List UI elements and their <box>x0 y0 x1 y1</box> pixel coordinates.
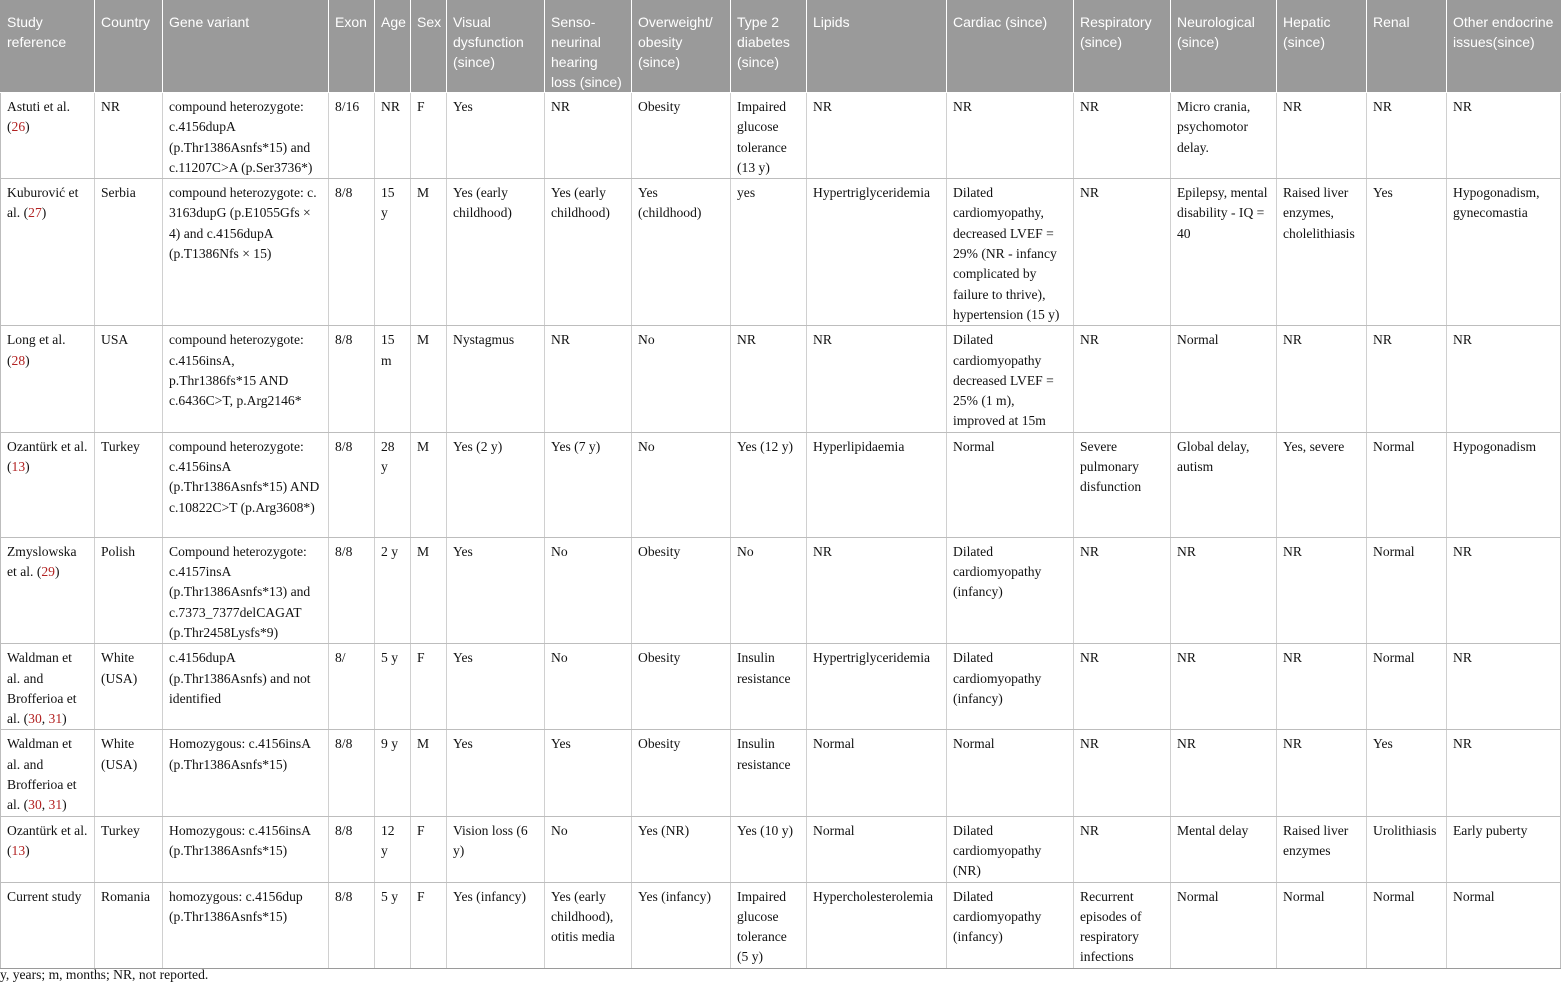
cardiac-cell: Dilated cardiomyopathy (infancy) <box>947 537 1074 643</box>
obesity-cell: No <box>632 326 731 432</box>
column-header: Exon <box>329 0 375 93</box>
neurological-cell: Global delay, autism <box>1171 432 1277 537</box>
lipids-cell: Hypertriglyceridemia <box>807 644 947 730</box>
reference-text: ) <box>25 119 30 135</box>
reference-text: ) <box>25 459 30 475</box>
reference-text: ) <box>54 564 60 580</box>
citation-link[interactable]: 27 <box>28 205 42 221</box>
column-header: Age <box>375 0 411 93</box>
gene-variant-cell: c.4156dupA (p.Thr1386Asnfs) and not identified <box>163 644 329 730</box>
reference-text: Current study <box>7 888 82 904</box>
diabetes-cell: yes <box>731 179 807 326</box>
study-reference-cell <box>1 816 95 882</box>
obesity-cell: Obesity <box>632 93 731 179</box>
sex-cell: F <box>411 882 447 968</box>
hepatic-cell: NR <box>1277 93 1367 179</box>
table-row <box>1 882 1561 968</box>
respiratory-cell: NR <box>1074 93 1171 179</box>
country-cell: White (USA) <box>95 644 163 730</box>
table-row <box>1 816 1561 882</box>
lipids-cell: NR <box>807 537 947 643</box>
visual-cell: Yes (infancy) <box>447 882 545 968</box>
age-cell: NR <box>375 93 411 179</box>
lipids-cell: Normal <box>807 730 947 816</box>
citation-link[interactable]: 13 <box>11 842 26 858</box>
country-cell: NR <box>95 93 163 179</box>
respiratory-cell: NR <box>1074 730 1171 816</box>
citation-link[interactable]: 30 <box>28 711 42 727</box>
cardiac-cell: Dilated cardiomyopathy (infancy) <box>947 644 1074 730</box>
neurological-cell: Micro crania, psychomotor delay. <box>1171 93 1277 179</box>
sex-cell: F <box>411 644 447 730</box>
cardiac-cell: Dilated cardiomyopathy decreased LVEF = 25% (1 m), improved at 15m <box>947 326 1074 432</box>
table-body <box>1 93 1561 969</box>
citation-link[interactable]: 31 <box>48 797 63 813</box>
column-header: Senso-neurinal hearing loss (since) <box>545 0 632 93</box>
neurological-cell: NR <box>1171 730 1277 816</box>
age-cell: 5 y <box>375 644 411 730</box>
study-reference-cell <box>1 730 95 816</box>
hearing-cell: NR <box>545 93 632 179</box>
column-header: Type 2 diabetes (since) <box>731 0 807 93</box>
country-cell: Polish <box>95 537 163 643</box>
country-cell: White (USA) <box>95 730 163 816</box>
exon-cell: 8/8 <box>329 432 375 537</box>
age-cell: 2 y <box>375 537 411 643</box>
reference-text: Ozantürk et al. ( <box>7 822 88 858</box>
endocrine-cell: NR <box>1447 730 1561 816</box>
reference-text: Long et al. ( <box>7 332 66 368</box>
exon-cell: 8/8 <box>329 326 375 432</box>
visual-cell: Vision loss (6 y) <box>447 816 545 882</box>
visual-cell: Yes (2 y) <box>447 432 545 537</box>
column-header: Other endocrine issues(since) <box>1447 0 1561 93</box>
respiratory-cell: Recurrent episodes of respiratory infections <box>1074 882 1171 968</box>
endocrine-cell: NR <box>1447 537 1561 643</box>
renal-cell: Normal <box>1367 432 1447 537</box>
endocrine-cell: NR <box>1447 326 1561 432</box>
renal-cell: Yes <box>1367 179 1447 326</box>
hepatic-cell: Raised liver enzymes, cholelithiasis <box>1277 179 1367 326</box>
study-reference-cell <box>1 326 95 432</box>
age-cell: 28 y <box>375 432 411 537</box>
cardiac-cell: NR <box>947 93 1074 179</box>
respiratory-cell: NR <box>1074 537 1171 643</box>
country-cell: USA <box>95 326 163 432</box>
country-cell: Turkey <box>95 816 163 882</box>
hepatic-cell: NR <box>1277 644 1367 730</box>
study-reference-cell <box>1 644 95 730</box>
obesity-cell: Obesity <box>632 730 731 816</box>
lipids-cell: Hypertriglyceridemia <box>807 179 947 326</box>
column-header: Country <box>95 0 163 93</box>
column-header: Gene variant <box>163 0 329 93</box>
column-header: Lipids <box>807 0 947 93</box>
neurological-cell: Epilepsy, mental disability - IQ = 40 <box>1171 179 1277 326</box>
diabetes-cell: Impaired glucose tolerance (5 y) <box>731 882 807 968</box>
column-header: Visual dysfunction (since) <box>447 0 545 93</box>
obesity-cell: Yes (childhood) <box>632 179 731 326</box>
citation-link[interactable]: 28 <box>11 352 26 368</box>
reference-text: Waldman et al. and Brofferioa et al. ( <box>7 736 77 813</box>
renal-cell: Yes <box>1367 730 1447 816</box>
table-row <box>1 179 1561 326</box>
age-cell: 15 y <box>375 179 411 326</box>
study-reference-cell <box>1 179 95 326</box>
reference-text: Zmyslowska et al. ( <box>7 543 77 580</box>
endocrine-cell: NR <box>1447 93 1561 179</box>
hepatic-cell: NR <box>1277 730 1367 816</box>
column-header: Cardiac (since) <box>947 0 1074 93</box>
citation-link[interactable]: 31 <box>48 711 63 727</box>
exon-cell: 8/8 <box>329 816 375 882</box>
diabetes-cell: Impaired glucose tolerance (13 y) <box>731 93 807 179</box>
citation-separator: , <box>41 797 49 813</box>
column-header: Neurological (since) <box>1171 0 1277 93</box>
country-cell: Turkey <box>95 432 163 537</box>
hepatic-cell: NR <box>1277 326 1367 432</box>
gene-variant-cell: compound heterozygote: c.4156insA (p.Thr1386Asnfs*15) AND c.10822C>T (p.Arg3608*) <box>163 432 329 537</box>
diabetes-cell: Insulin resistance <box>731 730 807 816</box>
lipids-cell: Hypercholesterolemia <box>807 882 947 968</box>
hearing-cell: Yes (early childhood) <box>545 179 632 326</box>
gene-variant-cell: Compound heterozygote: c.4157insA (p.Thr1386Asnfs*13) and c.7373_7377delCAGAT (p.Thr2458Lysfs*9) <box>163 537 329 643</box>
study-reference-cell <box>1 882 95 968</box>
cardiac-cell: Dilated cardiomyopathy (infancy) <box>947 882 1074 968</box>
column-header: Sex <box>411 0 447 93</box>
obesity-cell: No <box>632 432 731 537</box>
lipids-cell: Hyperlipidaemia <box>807 432 947 537</box>
gene-variant-cell: Homozygous: c.4156insA (p.Thr1386Asnfs*15) <box>163 730 329 816</box>
respiratory-cell: Severe pulmonary disfunction <box>1074 432 1171 537</box>
hepatic-cell: Normal <box>1277 882 1367 968</box>
sex-cell: F <box>411 816 447 882</box>
sex-cell: F <box>411 93 447 179</box>
hearing-cell: Yes (7 y) <box>545 432 632 537</box>
table-row <box>1 537 1561 643</box>
renal-cell: NR <box>1367 326 1447 432</box>
exon-cell: 8/16 <box>329 93 375 179</box>
hepatic-cell: Yes, severe <box>1277 432 1367 537</box>
age-cell: 9 y <box>375 730 411 816</box>
neurological-cell: Normal <box>1171 882 1277 968</box>
header-row <box>1 0 1561 93</box>
sex-cell: M <box>411 326 447 432</box>
table-row <box>1 644 1561 730</box>
gene-variant-cell: compound heterozygote: c.4156insA, p.Thr1386fs*15 AND c.6436C>T, p.Arg2146* <box>163 326 329 432</box>
hearing-cell: Yes <box>545 730 632 816</box>
study-reference-cell <box>1 432 95 537</box>
neurological-cell: NR <box>1171 644 1277 730</box>
exon-cell: 8/8 <box>329 179 375 326</box>
exon-cell: 8/8 <box>329 882 375 968</box>
obesity-cell: Obesity <box>632 537 731 643</box>
visual-cell: Nystagmus <box>447 326 545 432</box>
sex-cell: M <box>411 537 447 643</box>
diabetes-cell: Yes (10 y) <box>731 816 807 882</box>
lipids-cell: NR <box>807 326 947 432</box>
age-cell: 5 y <box>375 882 411 968</box>
citation-separator: , <box>41 711 49 727</box>
citation-link[interactable]: 26 <box>11 119 26 135</box>
neurological-cell: NR <box>1171 537 1277 643</box>
reference-text: ) <box>25 842 30 858</box>
hepatic-cell: Raised liver enzymes <box>1277 816 1367 882</box>
visual-cell: Yes <box>447 537 545 643</box>
cardiac-cell: Dilated cardiomyopathy (NR) <box>947 816 1074 882</box>
hearing-cell: NR <box>545 326 632 432</box>
table-row <box>1 93 1561 179</box>
obesity-cell: Yes (NR) <box>632 816 731 882</box>
gene-variant-cell: compound heterozygote: c.4156dupA (p.Thr1386Asnfs*15) and c.11207C>A (p.Ser3736*) <box>163 93 329 179</box>
reference-text: ) <box>62 797 67 813</box>
column-header: Respiratory (since) <box>1074 0 1171 93</box>
sex-cell: M <box>411 432 447 537</box>
neurological-cell: Normal <box>1171 326 1277 432</box>
hearing-cell: No <box>545 537 632 643</box>
reference-text: Astuti et al. ( <box>7 99 71 135</box>
age-cell: 15m <box>375 326 411 432</box>
sex-cell: M <box>411 179 447 326</box>
reference-text: Ozantürk et al. ( <box>7 438 88 475</box>
reference-text: Waldman et al. and Brofferioa et al. ( <box>7 650 77 727</box>
diabetes-cell: Yes (12 y) <box>731 432 807 537</box>
table-footnote: y, years; m, months; NR, not reported. <box>0 967 209 982</box>
column-header: Hepatic (since) <box>1277 0 1367 93</box>
gene-variant-cell: Homozygous: c.4156insA (p.Thr1386Asnfs*15) <box>163 816 329 882</box>
exon-cell: 8/ <box>329 644 375 730</box>
country-cell: Serbia <box>95 179 163 326</box>
reference-text: ) <box>41 205 47 221</box>
respiratory-cell: NR <box>1074 326 1171 432</box>
respiratory-cell: NR <box>1074 816 1171 882</box>
hearing-cell: Yes (early childhood), otitis media <box>545 882 632 968</box>
endocrine-cell: NR <box>1447 644 1561 730</box>
hearing-cell: No <box>545 816 632 882</box>
column-header: Renal <box>1367 0 1447 93</box>
diabetes-cell: NR <box>731 326 807 432</box>
exon-cell: 8/8 <box>329 730 375 816</box>
gene-variant-cell: homozygous: c.4156dup (p.Thr1386Asnfs*15) <box>163 882 329 968</box>
visual-cell: Yes <box>447 93 545 179</box>
table-row <box>1 432 1561 537</box>
lipids-cell: Normal <box>807 816 947 882</box>
cardiac-cell: Normal <box>947 730 1074 816</box>
gene-variant-cell: compound heterozygote: c. 3163dupG (p.E1055Gfs × 4) and c.4156dupA (p.T1386Nfs × 15) <box>163 179 329 326</box>
hepatic-cell: NR <box>1277 537 1367 643</box>
cardiac-cell: Normal <box>947 432 1074 537</box>
age-cell: 12 y <box>375 816 411 882</box>
respiratory-cell: NR <box>1074 179 1171 326</box>
renal-cell: Urolithiasis <box>1367 816 1447 882</box>
diabetes-cell: No <box>731 537 807 643</box>
endocrine-cell: Hypogonadism, gynecomastia <box>1447 179 1561 326</box>
study-reference-cell <box>1 537 95 643</box>
visual-cell: Yes (early childhood) <box>447 179 545 326</box>
table-row <box>1 326 1561 432</box>
cardiac-cell: Dilated cardiomyopathy, decreased LVEF = 29% (NR - infancy complicated by failure to thrive), hypertension (15 y) <box>947 179 1074 326</box>
respiratory-cell: NR <box>1074 644 1171 730</box>
visual-cell: Yes <box>447 730 545 816</box>
citation-link[interactable]: 30 <box>28 797 42 813</box>
hearing-cell: No <box>545 644 632 730</box>
table-header <box>1 0 1561 93</box>
visual-cell: Yes <box>447 644 545 730</box>
renal-cell: Normal <box>1367 882 1447 968</box>
column-header: Overweight/ obesity (since) <box>632 0 731 93</box>
renal-cell: NR <box>1367 93 1447 179</box>
reference-text: Kuburović et al. ( <box>7 185 79 221</box>
neurological-cell: Mental delay <box>1171 816 1277 882</box>
reference-text: ) <box>62 711 67 727</box>
endocrine-cell: Normal <box>1447 882 1561 968</box>
citation-link[interactable]: 29 <box>41 564 55 580</box>
reference-text: ) <box>25 352 30 368</box>
obesity-cell: Yes (infancy) <box>632 882 731 968</box>
sex-cell: M <box>411 730 447 816</box>
column-header: Study reference <box>1 0 95 93</box>
renal-cell: Normal <box>1367 644 1447 730</box>
diabetes-cell: Insulin resistance <box>731 644 807 730</box>
study-reference-cell <box>1 93 95 179</box>
exon-cell: 8/8 <box>329 537 375 643</box>
endocrine-cell: Early puberty <box>1447 816 1561 882</box>
citation-link[interactable]: 13 <box>11 459 26 475</box>
renal-cell: Normal <box>1367 537 1447 643</box>
table-row <box>1 730 1561 816</box>
country-cell: Romania <box>95 882 163 968</box>
endocrine-cell: Hypogonadism <box>1447 432 1561 537</box>
obesity-cell: Obesity <box>632 644 731 730</box>
lipids-cell: NR <box>807 93 947 179</box>
